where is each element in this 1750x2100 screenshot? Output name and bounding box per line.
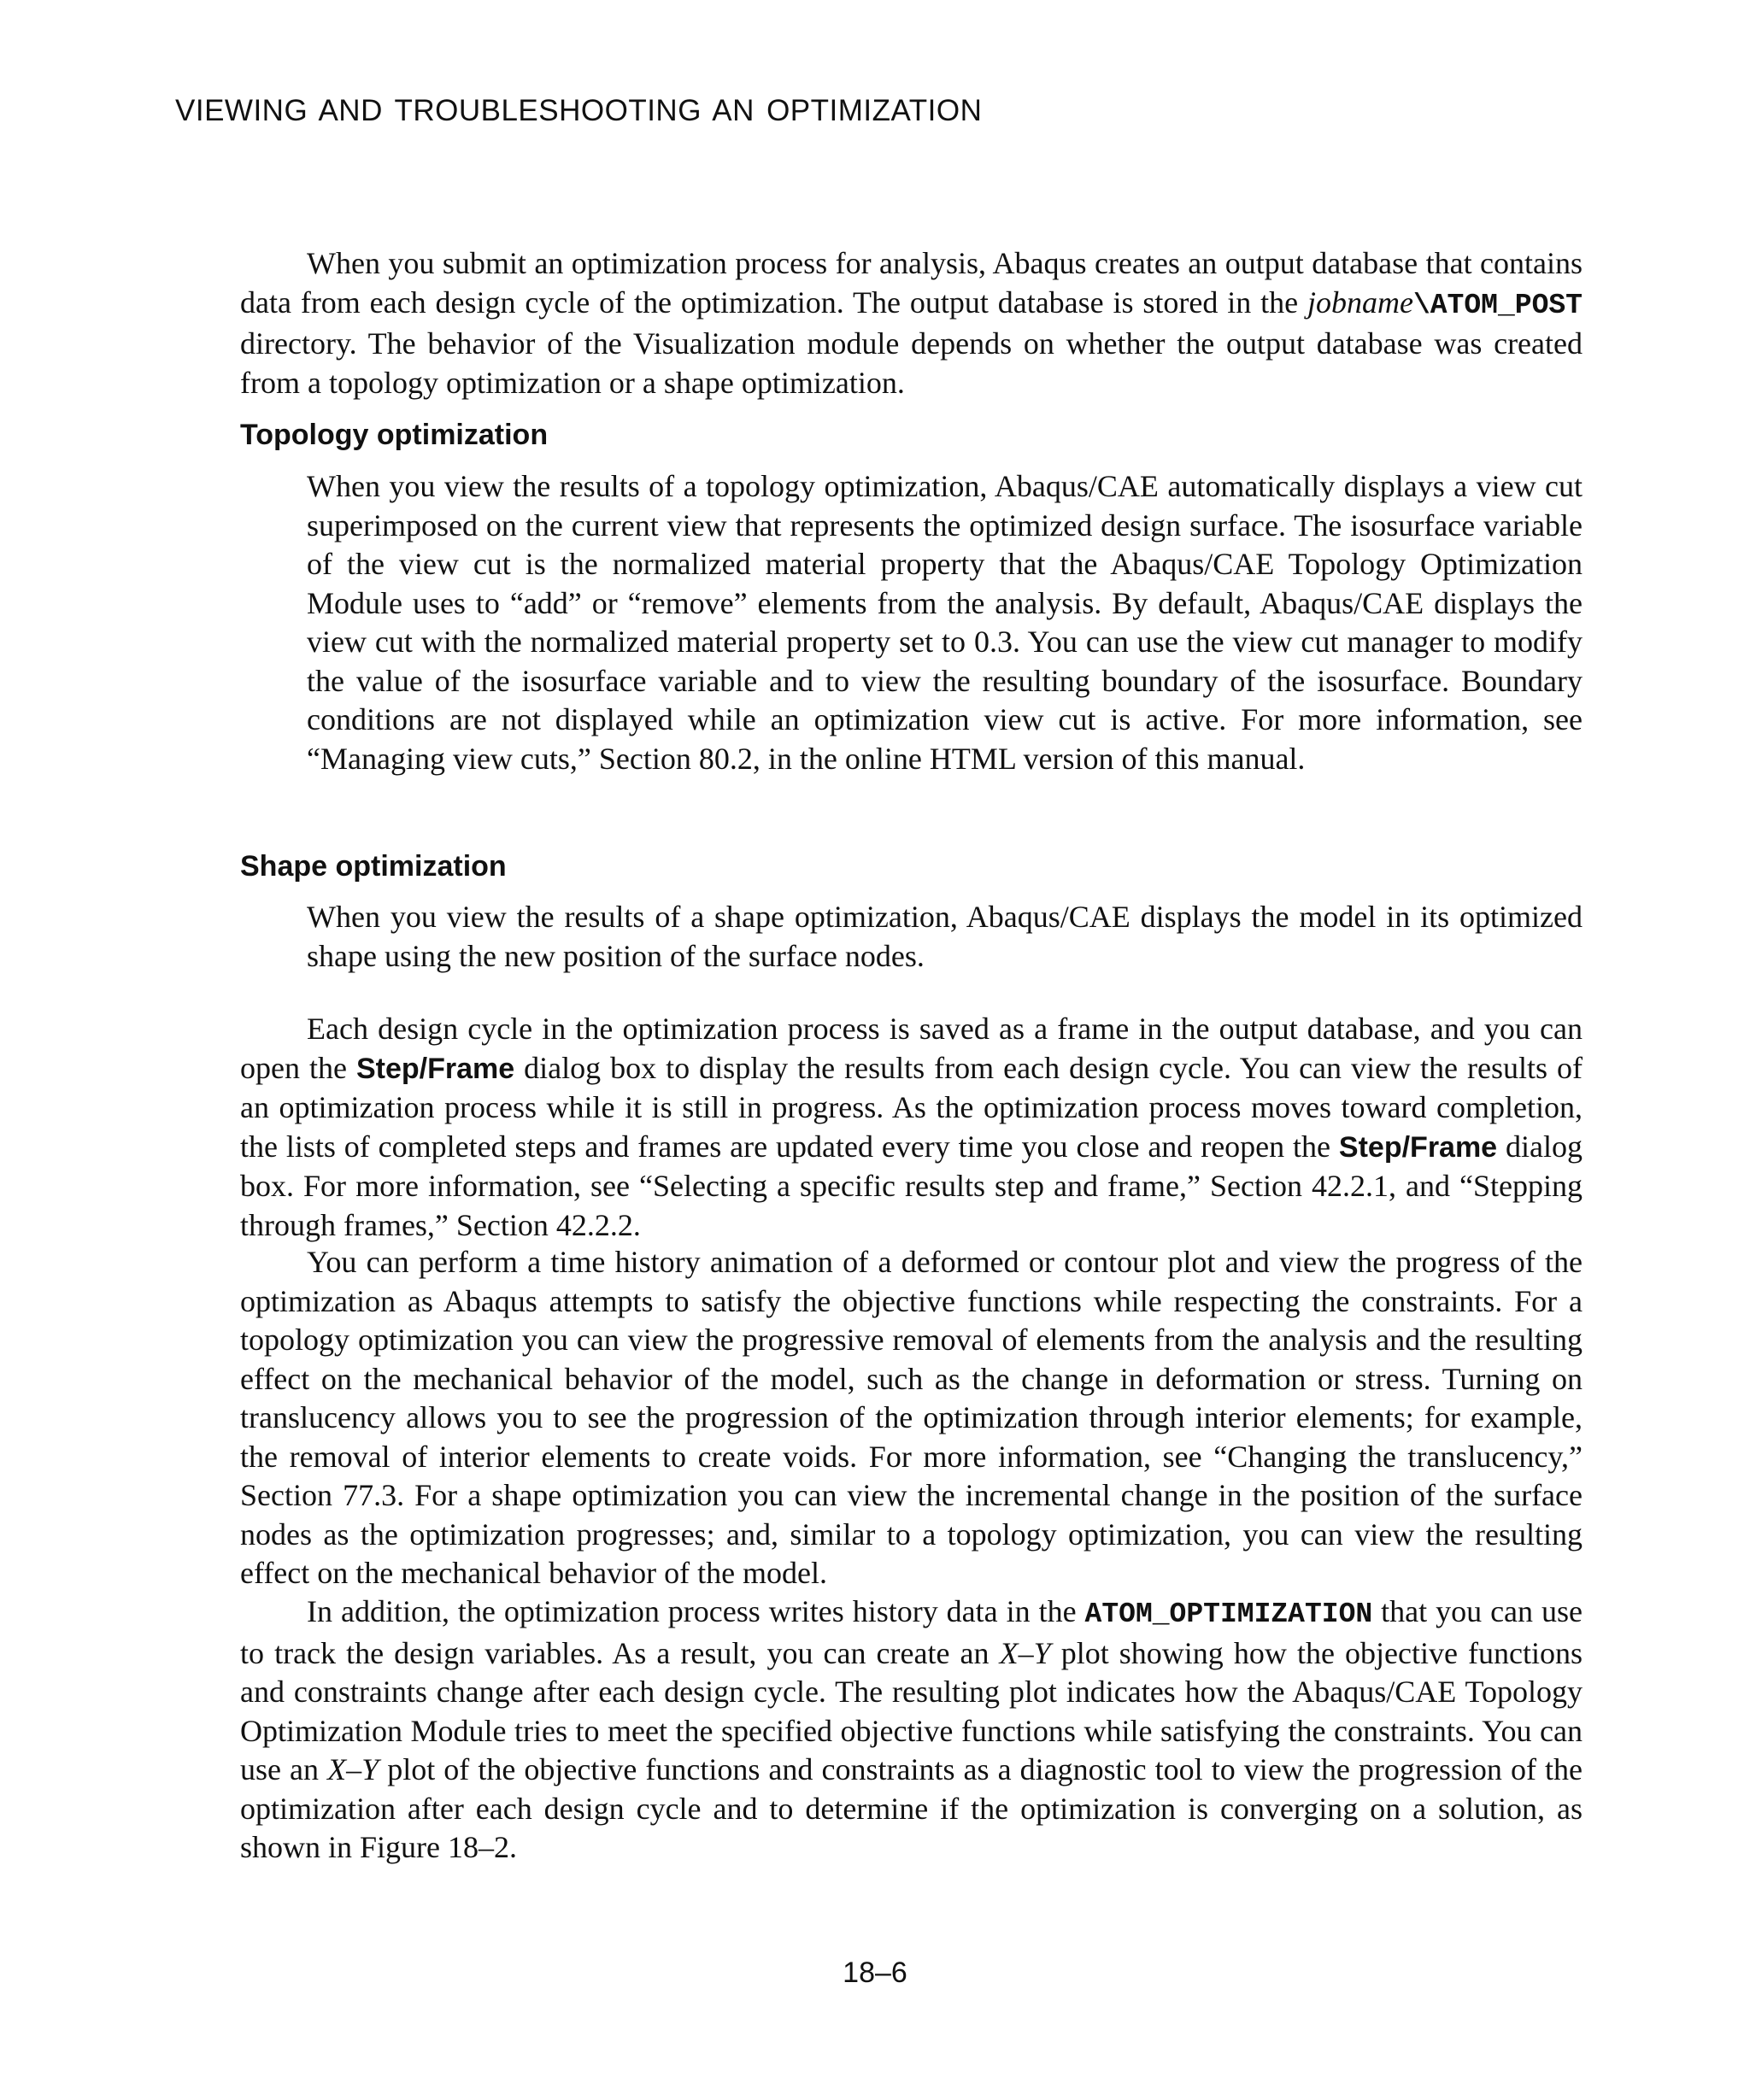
frames-paragraph bbox=[240, 1010, 1583, 1245]
atom-post-code: \ATOM_POST bbox=[1412, 289, 1583, 321]
intro-text-2: directory. The behavior of the Visualization module depends on whether the output database was created from a topology optimization or a shape optimization. bbox=[240, 326, 1583, 400]
topology-text: When you view the results of a topology optimization, Abaqus/CAE automatically displays a view cut superimposed on the current view that represents the optimized design surface. The isosurface variable of the view cut is the normalized material property that the Abaqus/CAE Topology Optimization Module uses to “add” or “remove” elements from the analysis. By default, Abaqus/CAE displays the view cut with the normalized material property set to 0.3. You can use the view cut manager to modify the value of the isosurface variable and to view the resulting boundary of the isosurface. Boundary conditions are not displayed while an optimization view cut is active. For more information, see “Managing view cuts,” Section 80.2, in the online HTML version of this manual. bbox=[307, 469, 1583, 776]
topology-heading: Topology optimization bbox=[240, 419, 549, 451]
step-frame-label-1: Step/Frame bbox=[355, 1052, 515, 1085]
history-text-1: In addition, the optimization process writes history data in the bbox=[307, 1594, 1085, 1628]
xy-italic-1: X–Y bbox=[999, 1635, 1051, 1670]
frames-text-2: dialog box to display the results from each design cycle. You can view the results of an optimization process while it is still in progress. As the optimization process moves toward completion, the lists of completed steps and frames are updated every time you close and reopen the bbox=[240, 1050, 1583, 1164]
animation-text: You can perform a time history animation of a deformed or contour plot and view the progress of the optimization as Abaqus attempts to satisfy the objective functions while respecting the constraints. For a topology optimization you can view the progressive removal of elements from the analysis and the resulting effect on the mechanical behavior of the model, such as the change in deformation or stress. Turning on translucency allows you to see the progression of the optimization through interior elements; for example, the removal of interior elements to create voids. For more information, see “Changing the translucency,” Section 77.3. For a shape optimization you can view the incremental change in the position of the surface nodes as the optimization progresses; and, similar to a topology optimization, you can view the resulting effect on the mechanical behavior of the model. bbox=[240, 1245, 1583, 1590]
history-text-2: that you can use to track the design variables. As a result, you can create an bbox=[240, 1594, 1583, 1670]
shape-text: When you view the results of a shape optimization, Abaqus/CAE displays the model in its optimized shape using the new position of the surface nodes. bbox=[307, 900, 1583, 973]
atom-optimization-code: ATOM_OPTIMIZATION bbox=[1084, 1598, 1373, 1630]
xy-italic-2: X–Y bbox=[327, 1752, 379, 1786]
history-text-4: plot of the objective functions and constraints as a diagnostic tool to view the progression of the optimization after each design cycle and to determine if the optimization is converging on a solution, as shown in Figure 18–2. bbox=[240, 1752, 1583, 1864]
animation-paragraph bbox=[240, 1243, 1583, 1593]
intro-paragraph bbox=[240, 244, 1583, 402]
running-head: VIEWING AND TROUBLESHOOTING AN OPTIMIZATION bbox=[175, 94, 983, 127]
intro-text-1: When you submit an optimization process for analysis, Abaqus creates an output database that contains data from each design cycle of the optimization. The output database is stored in the bbox=[240, 246, 1583, 320]
page-number: 18–6 bbox=[843, 1956, 907, 1989]
history-paragraph bbox=[240, 1593, 1583, 1868]
shape-heading: Shape optimization bbox=[240, 850, 507, 883]
frames-text-1: Each design cycle in the optimization process is saved as a frame in the output database, and you can open the bbox=[240, 1012, 1583, 1085]
history-text-3: plot showing how the objective functions and constraints change after each design cycle. The resulting plot indicates how the Abaqus/CAE Topology Optimization Module tries to meet the specified objective functions while satisfying the constraints. You can use an bbox=[240, 1635, 1583, 1786]
jobname-italic: jobname bbox=[1307, 284, 1413, 320]
step-frame-label-2: Step/Frame bbox=[1338, 1130, 1498, 1164]
shape-paragraph bbox=[307, 898, 1583, 976]
topology-paragraph bbox=[307, 467, 1583, 778]
frames-text-3: dialog box. For more information, see “Selecting a specific results step and frame,” Section 42.2.1, and “Stepping through frames,” Section 42.2.2. bbox=[240, 1129, 1583, 1242]
